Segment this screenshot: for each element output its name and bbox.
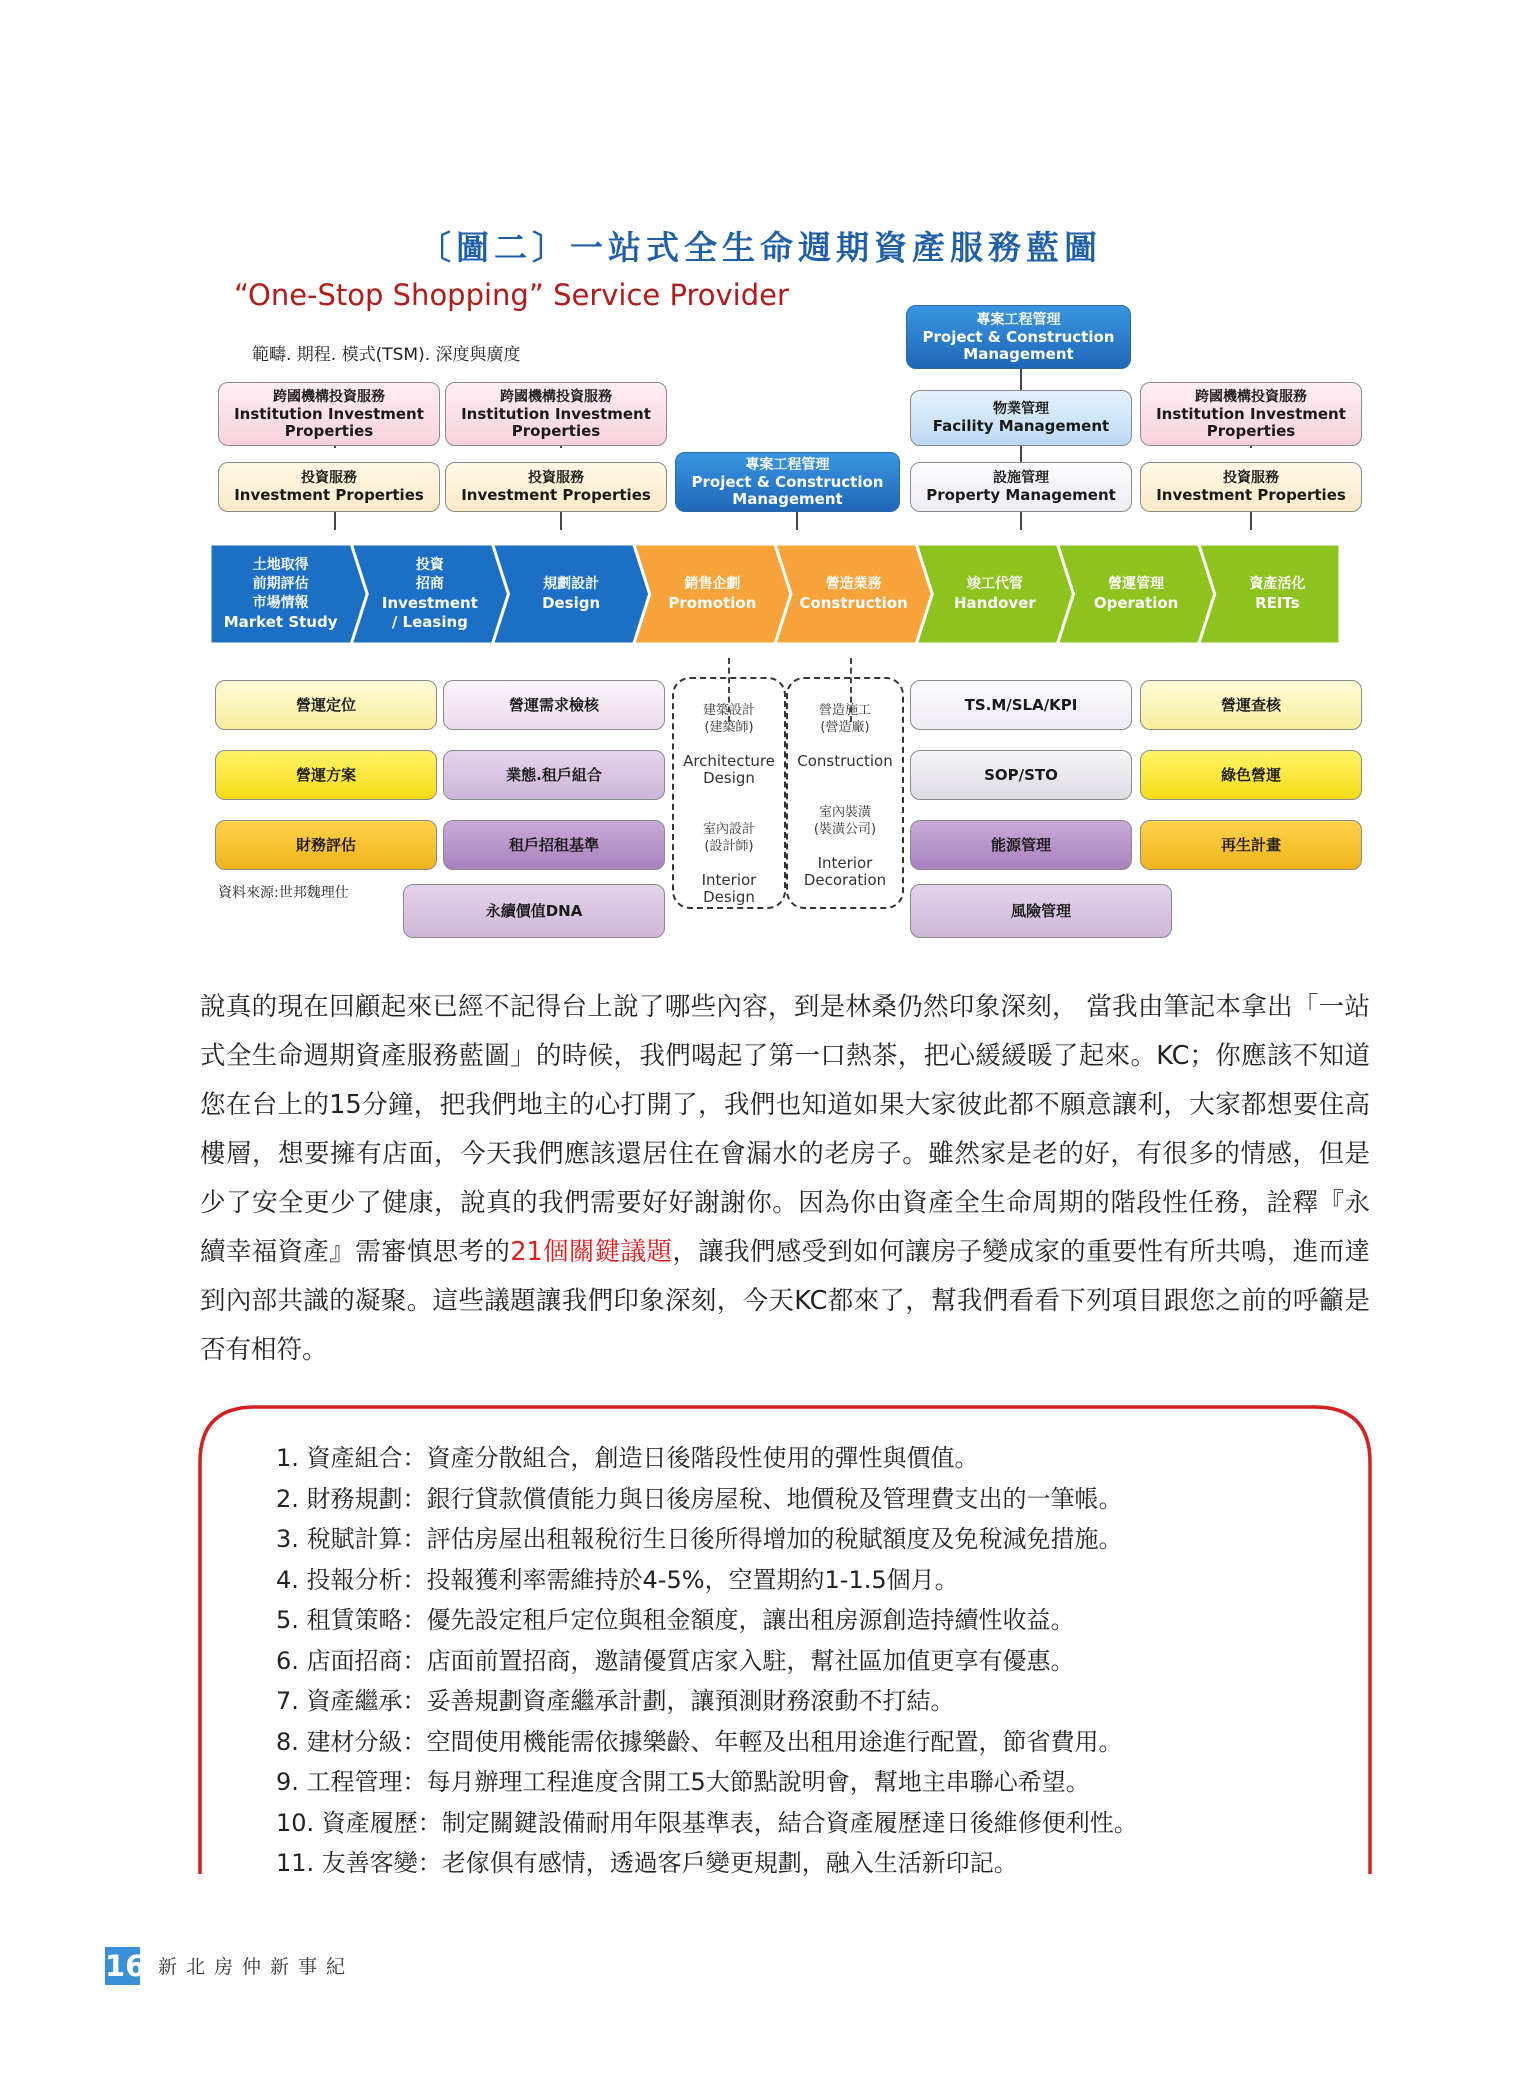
connector <box>1020 512 1022 530</box>
investment-properties-box: 投資服務 Investment Properties <box>1140 462 1362 512</box>
chevron-zh: 銷售企劃 <box>684 576 741 592</box>
data-source: 資料來源:世邦魏理仕 <box>218 885 349 901</box>
body-text-part-2: ，讓我們感受到如何讓房子變成家的重要性有所共鳴，進而達到內部共識的凝聚。這些議題讓我們印象深刻，今天KC都來了，幫我們看看下列項目跟您之前的呼籲是否有相符。 <box>200 1237 1370 1365</box>
chevron-en: Investment / Leasing <box>381 594 478 631</box>
chevron-stage-label <box>932 544 1057 644</box>
list-item: 4. 投報分析：投報獲利率需維持於4-5%，空置期約1-1.5個月。 <box>276 1565 959 1594</box>
construction-dashed-group <box>786 677 904 909</box>
service-blueprint-diagram <box>200 272 1360 952</box>
risk-management-box: 風險管理 <box>910 884 1172 938</box>
list-item: 6. 店面招商：店面前置招商，邀請優質店家入駐，幫社區加值更享有優惠。 <box>276 1646 1075 1675</box>
energy-management-box: 能源管理 <box>910 820 1132 870</box>
operation-audit-box: 營運查核 <box>1140 680 1362 730</box>
institution-investment-box: 跨國機構投資服務 Institution Investment Properties <box>1140 382 1362 446</box>
property-management-box: 設施管理 Property Management <box>910 462 1132 512</box>
chevron-stage-label <box>1074 544 1199 644</box>
sustainable-value-dna-box: 永續價值DNA <box>403 884 665 938</box>
chevron-en: Design <box>542 594 601 612</box>
list-item: 2. 財務規劃：銀行貸款償債能力與日後房屋稅、地價稅及管理費支出的一筆帳。 <box>276 1484 1123 1513</box>
operation-requirement-box: 營運需求檢核 <box>443 680 665 730</box>
chevron-labels <box>210 544 1340 644</box>
highlight-21-issues: 21個關鍵議題 <box>510 1237 673 1267</box>
key-issues-list <box>276 1438 1336 1884</box>
design-dashed-group <box>672 677 786 909</box>
green-operation-box: 綠色營運 <box>1140 750 1362 800</box>
facility-management-box: 物業管理 Facility Management <box>910 390 1132 446</box>
institution-investment-box: 跨國機構投資服務 Institution Investment Properties <box>445 382 667 446</box>
list-item: 5. 租賃策略：優先設定租戶定位與租金額度，讓出租房源創造持續性收益。 <box>276 1606 1075 1634</box>
tenant-mix-box: 業態.租戶組合 <box>443 750 665 800</box>
institution-investment-box: 跨國機構投資服務 Institution Investment Properties <box>218 382 440 446</box>
chevron-en: Handover <box>954 594 1036 612</box>
chevron-stage-label <box>791 544 916 644</box>
sop-sto-box: SOP/STO <box>910 750 1132 800</box>
financial-evaluation-box: 財務評估 <box>215 820 437 870</box>
investment-properties-box: 投資服務 Investment Properties <box>445 462 667 512</box>
figure-title: 〔圖二〕一站式全生命週期資產服務藍圖 <box>418 228 1102 267</box>
chevron-zh: 營運管理 <box>1108 576 1165 592</box>
connector <box>796 510 798 530</box>
list-item: 10. 資產履歷：制定關鍵設備耐用年限基準表，結合資產履歷達日後維修便利性。 <box>276 1808 1138 1837</box>
interior-decoration: 室內裝潢 (裝潢公司) Interior Decoration <box>803 805 887 889</box>
list-item: 7. 資產繼承：妥善規劃資產繼承計劃，讓預測財務滾動不打結。 <box>276 1687 955 1715</box>
list-item: 8. 建材分級：空間使用機能需依據樂齡、年輕及出租用途進行配置，節省費用。 <box>276 1727 1123 1756</box>
chevron-stage-label <box>509 544 634 644</box>
list-item: 9. 工程管理：每月辦理工程進度含開工5大節點說明會，幫地主串聯心希望。 <box>276 1768 1090 1796</box>
publication-title: 新北房仲新事紀 <box>158 1956 355 1978</box>
chevron-zh: 規劃設計 <box>543 576 600 592</box>
chevron-zh: 營造業務 <box>825 576 882 592</box>
chevron-en: REITs <box>1255 594 1300 612</box>
chevron-zh: 資產活化 <box>1249 576 1306 592</box>
chevron-stage-label <box>210 544 351 644</box>
diagram-heading: “One-Stop Shopping” Service Provider <box>234 278 789 312</box>
list-item: 11. 友善客變：老傢俱有感情，透過客戶變更規劃，融入生活新印記。 <box>276 1849 1018 1877</box>
chevron-en: Market Study <box>223 613 338 631</box>
ts-sla-kpi-box: TS.M/SLA/KPI <box>910 680 1132 730</box>
body-paragraph <box>200 983 1370 1375</box>
investment-properties-box: 投資服務 Investment Properties <box>218 462 440 512</box>
list-item: 3. 稅賦計算：評估房屋出租報稅衍生日後所得增加的稅賦額度及免稅減免措施。 <box>276 1525 1123 1553</box>
operation-positioning-box: 營運定位 <box>215 680 437 730</box>
list-item: 1. 資產組合：資產分散組合，創造日後階段性使用的彈性與價值。 <box>276 1444 979 1472</box>
scope-label: 範疇. 期程. 模式(TSM). 深度與廣度 <box>252 345 521 365</box>
operation-plan-box: 營運方案 <box>215 750 437 800</box>
project-construction-management-box: 專案工程管理 Project & Construction Management <box>906 305 1131 369</box>
body-text-part-1: 說真的現在回顧起來已經不記得台上說了哪些內容，到是林桑仍然印象深刻， 當我由筆記本拿出「一站式全生命週期資產服務藍圖」的時候，我們喝起了第一口熱茶，把心緩緩暖了起來。KC；你應該不知道您在台上的15分鐘，把我們地主的心打開了，我們也知道如果大家彼此都不願意讓利，大家都想要住高樓層，想要擁有店面，今天我們應該還居住在會漏水的老房子。雖然家是老的好，有很多的情感，但是少了安全更少了健康，說真的我們需要好好謝謝你。因為你由資產全生命周期的階段性任務，詮釋『永續幸福資產』需審慎思考的 <box>200 992 1370 1267</box>
chevron-stage-label <box>1215 544 1340 644</box>
chevron-en: Promotion <box>668 594 757 612</box>
construction-work: 營造施工 (營造廠) Construction <box>797 703 893 770</box>
chevron-zh: 土地取得 前期評估 市場情報 <box>252 557 309 611</box>
regeneration-plan-box: 再生計畫 <box>1140 820 1362 870</box>
chevron-zh: 投資 招商 <box>415 557 444 592</box>
architecture-design: 建築設計 (建築師) Architecture Design <box>683 703 775 787</box>
tenant-leasing-standard-box: 租戶招租基準 <box>443 820 665 870</box>
page-number: 16 <box>105 1949 146 1983</box>
chevron-stage-label <box>367 544 492 644</box>
chevron-en: Operation <box>1093 594 1179 612</box>
project-construction-management-box: 專案工程管理 Project & Construction Management <box>675 452 900 512</box>
chevron-stage-label <box>650 544 775 644</box>
chevron-zh: 竣工代管 <box>966 576 1023 592</box>
interior-design: 室內設計 (設計師) Interior Design <box>701 822 757 906</box>
chevron-en: Construction <box>799 594 908 612</box>
